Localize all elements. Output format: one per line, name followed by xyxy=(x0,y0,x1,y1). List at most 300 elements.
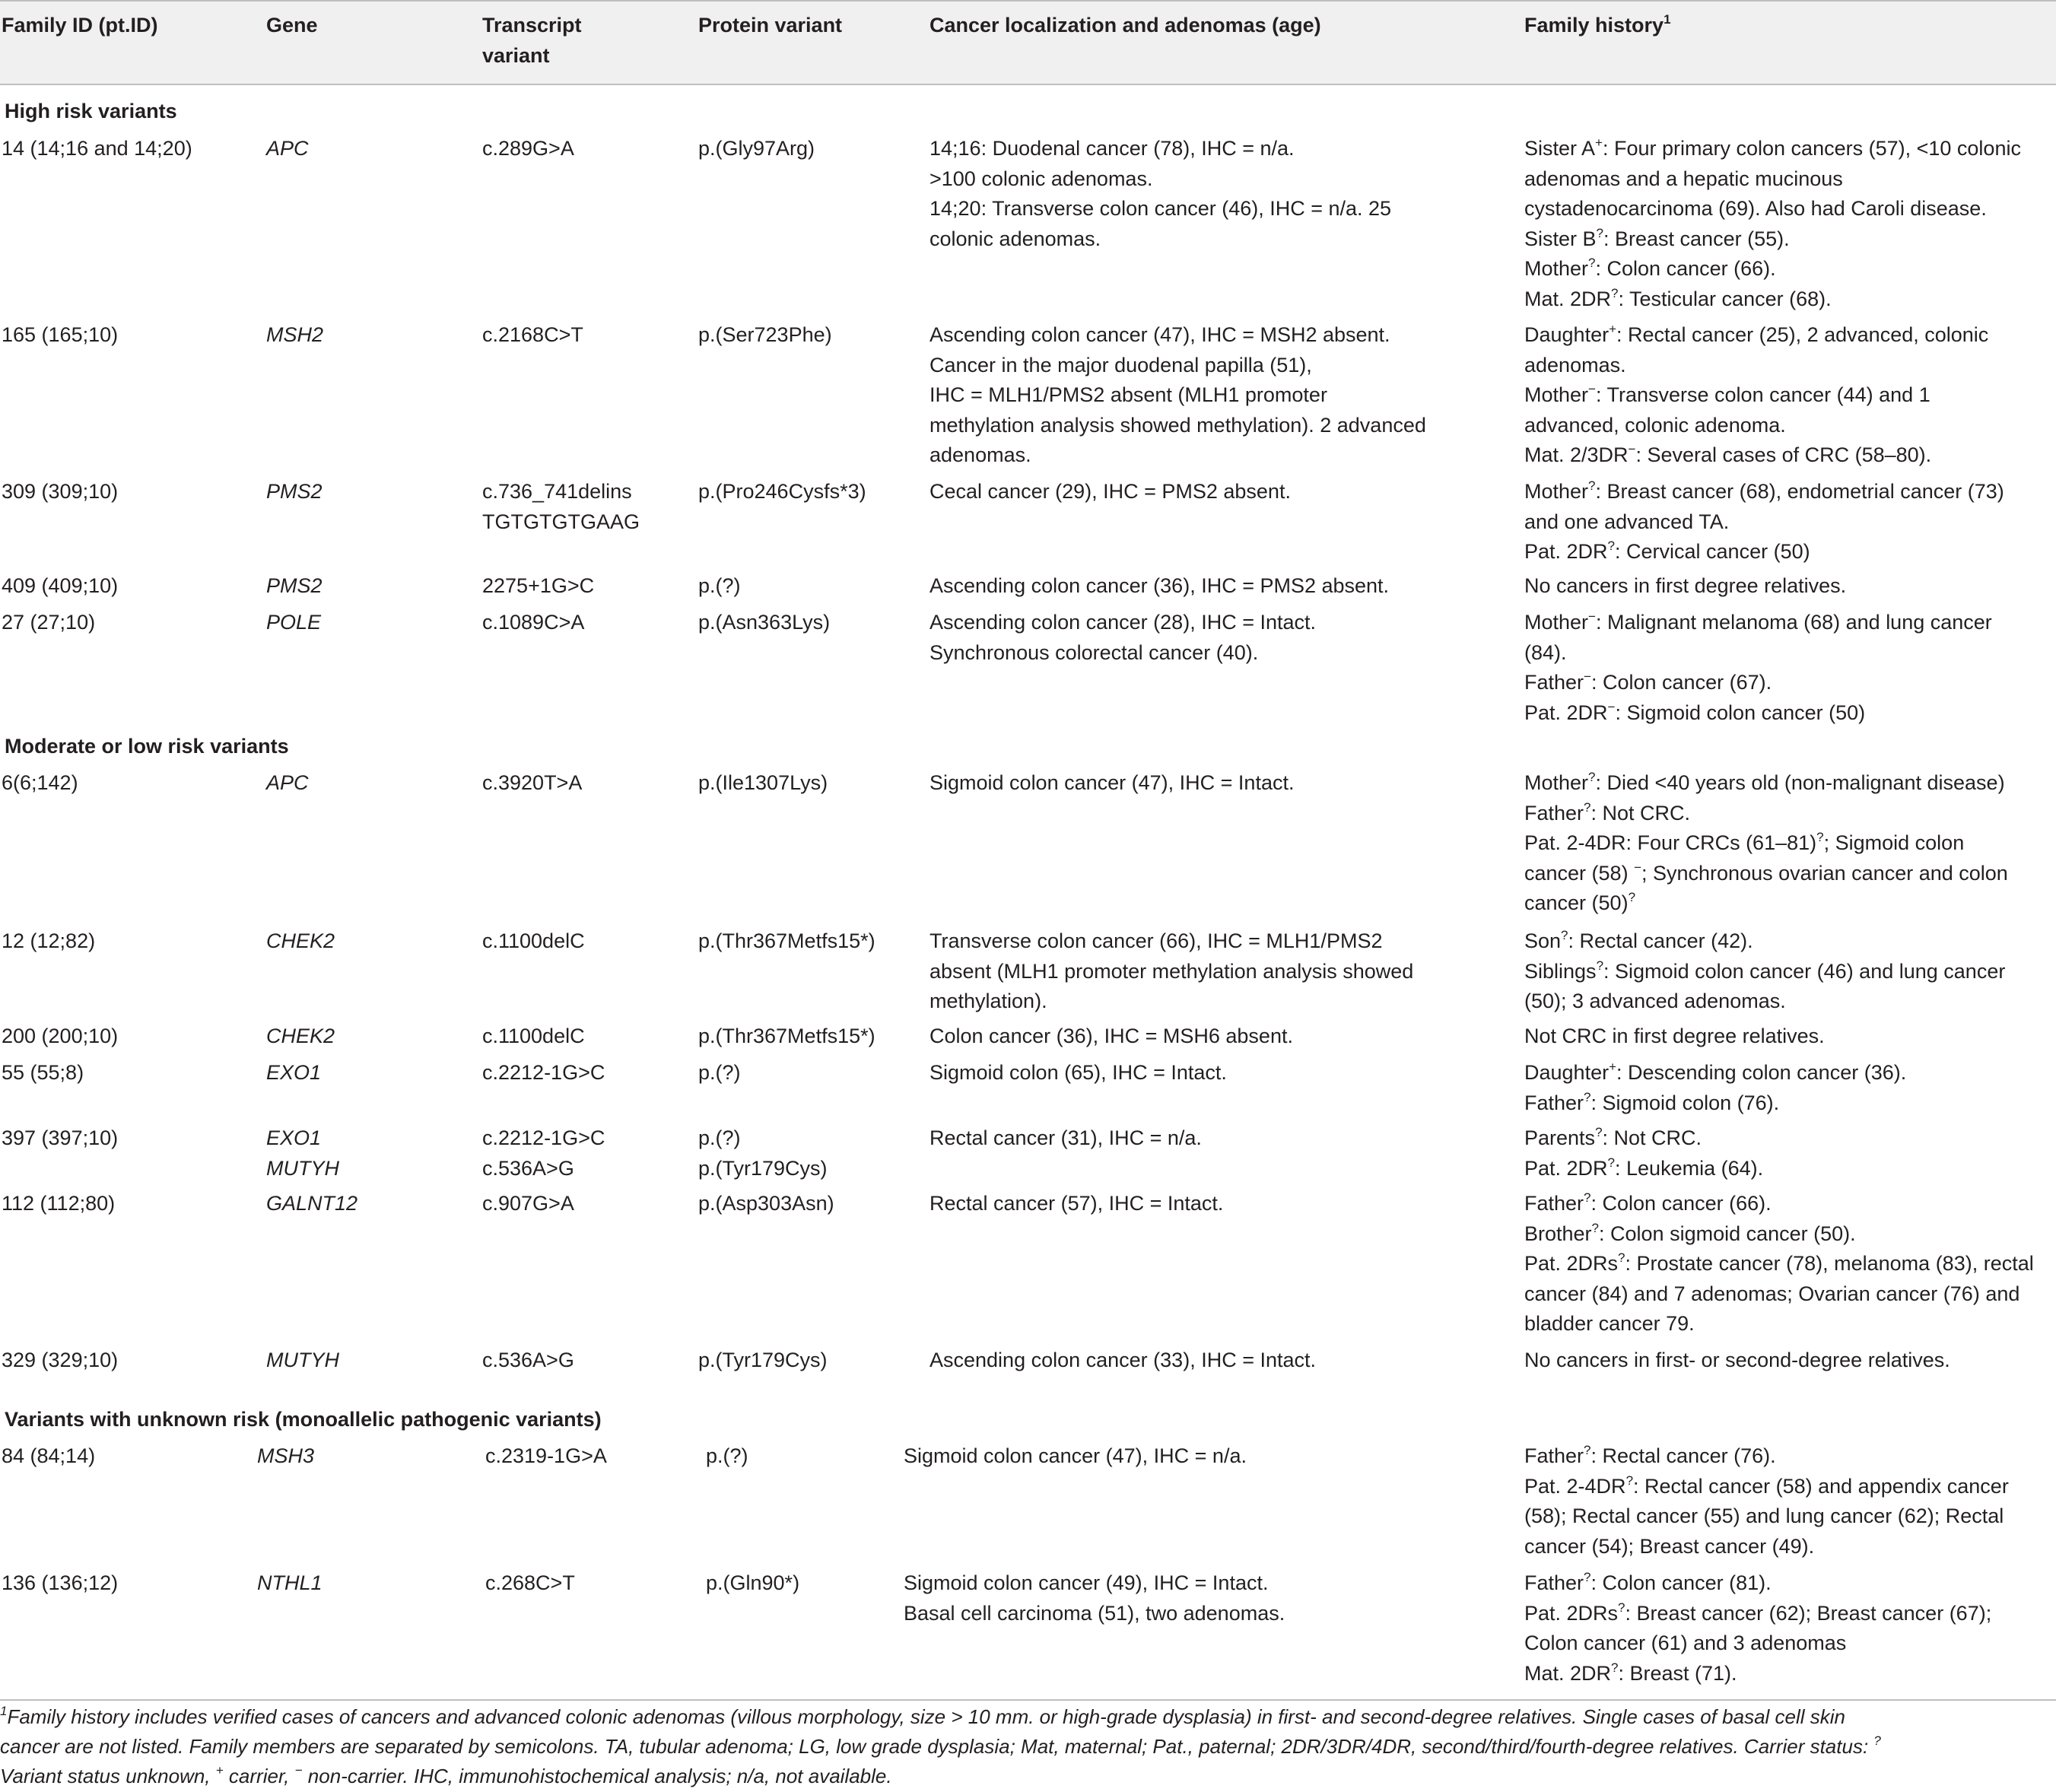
carrier-status-marker: ? xyxy=(1596,225,1603,240)
carrier-status-marker: + xyxy=(1609,1060,1617,1074)
cancer-line: Colon cancer (36), IHC = MSH6 absent. xyxy=(929,1025,1293,1047)
family-history-line xyxy=(1524,638,1992,669)
family-history-line xyxy=(1524,134,2021,164)
cancer-line: Rectal cancer (31), IHC = n/a. xyxy=(929,1126,1202,1149)
transcript-cell xyxy=(482,571,594,602)
cancer-line: Ascending colon cancer (36), IHC = PMS2 absent. xyxy=(929,574,1390,597)
family-id-cell: 200 (200;10) xyxy=(2,1025,119,1047)
family-history-line xyxy=(1524,440,1988,471)
family-history-line xyxy=(1524,224,2021,255)
cancer-cell xyxy=(929,134,1391,254)
gene-line: MUTYH xyxy=(266,1349,339,1371)
family-history-cell xyxy=(1524,608,1992,728)
carrier-status-marker: − xyxy=(1584,669,1591,684)
carrier-status-marker: + xyxy=(1595,135,1603,150)
carrier-status-marker: ? xyxy=(1588,256,1596,270)
family-id-cell: 136 (136;12) xyxy=(2,1571,119,1594)
gene-line: EXO1 xyxy=(266,1061,322,1084)
family-history-line xyxy=(1524,351,1988,381)
carrier-status-marker: ? xyxy=(1584,1089,1591,1104)
carrier-status-marker: − xyxy=(1588,382,1596,396)
gene-cell xyxy=(266,768,309,799)
cancer-line: Sigmoid colon (65), IHC = Intact. xyxy=(929,1061,1227,1084)
protein-line: p.(?) xyxy=(698,574,741,597)
text-run: Mother xyxy=(1524,771,1589,794)
family-history-line xyxy=(1524,608,1992,638)
protein-cell xyxy=(698,768,828,799)
text-run: : Rectal cancer (25), 2 advanced, colonic xyxy=(1616,323,1989,346)
family-history-line xyxy=(1524,1599,1991,1629)
family-history-cell xyxy=(1524,1123,1763,1184)
protein-line: p.(Thr367Metfs15*) xyxy=(698,1025,875,1047)
text-run: Pat. 2DRs xyxy=(1524,1252,1619,1275)
text-run: : Rectal cancer (76). xyxy=(1590,1444,1776,1467)
cancer-cell xyxy=(904,1441,1247,1472)
transcript-cell xyxy=(482,320,583,351)
gene-line: EXO1 xyxy=(266,1126,322,1149)
text-run: Pat. 2-4DR: Four CRCs (61–81) xyxy=(1524,831,1817,854)
carrier-status-marker: ? xyxy=(1595,1125,1603,1139)
gene-line: PMS2 xyxy=(266,480,323,503)
text-run: Father xyxy=(1524,1192,1584,1215)
text-run: (58); Rectal cancer (55) and lung cancer (62); Rectal xyxy=(1524,1504,2004,1527)
cancer-line: Rectal cancer (57), IHC = Intact. xyxy=(929,1192,1224,1215)
family-id-cell: 84 (84;14) xyxy=(2,1444,96,1467)
protein-cell xyxy=(698,571,741,602)
protein-line: p.(Ile1307Lys) xyxy=(698,771,828,794)
cancer-line: Transverse colon cancer (66), IHC = MLH1/PMS2 xyxy=(929,929,1383,952)
protein-cell xyxy=(698,320,832,351)
transcript-line: c.289G>A xyxy=(482,137,574,160)
transcript-cell xyxy=(482,477,640,537)
protein-line: p.(Pro246Cysfs*3) xyxy=(698,480,866,503)
text-run: and one advanced TA. xyxy=(1524,510,1730,533)
family-history-line xyxy=(1524,1249,2034,1279)
family-history-line xyxy=(1524,1628,1991,1659)
text-run: Daughter xyxy=(1524,323,1610,346)
family-id-cell: 27 (27;10) xyxy=(2,611,96,634)
family-id-cell: 329 (329;10) xyxy=(2,1349,119,1371)
text-run: : Not CRC. xyxy=(1590,801,1691,825)
family-id-cell: 397 (397;10) xyxy=(2,1126,119,1149)
carrier-status-marker: ? xyxy=(1591,1220,1600,1235)
cancer-line: colonic adenomas. xyxy=(929,227,1101,250)
gene-line: GALNT12 xyxy=(266,1192,358,1215)
family-history-cell xyxy=(1524,1189,2034,1339)
protein-line: p.(Asp303Asn) xyxy=(698,1192,834,1215)
cancer-cell xyxy=(929,768,1294,799)
carrier-status-marker: ? xyxy=(1628,890,1636,904)
gene-cell xyxy=(266,477,323,507)
header-gene: Gene xyxy=(266,14,318,37)
family-history-line xyxy=(1524,1568,1991,1599)
text-run: : Rectal cancer (42). xyxy=(1568,929,1753,952)
header-family-history-text: Family history xyxy=(1524,14,1664,37)
carrier-status-marker: ? xyxy=(1618,1600,1625,1615)
transcript-line: c.268C>T xyxy=(485,1571,575,1594)
footnote-line xyxy=(0,1762,2054,1791)
transcript-cell xyxy=(482,1058,605,1088)
carrier-status-marker: ? xyxy=(1588,478,1596,493)
carrier-status-marker: − xyxy=(1588,609,1596,624)
family-id-cell: 12 (12;82) xyxy=(2,929,96,952)
family-history-line xyxy=(1524,668,1992,698)
text-run: Father xyxy=(1524,1571,1584,1594)
family-id-cell: 409 (409;10) xyxy=(2,574,119,597)
text-run: Pat. 2DRs xyxy=(1524,1601,1619,1625)
gene-cell xyxy=(266,320,323,351)
transcript-line: c.1100delC xyxy=(482,1025,585,1047)
transcript-cell xyxy=(485,1441,607,1472)
transcript-cell xyxy=(482,134,574,164)
carrier-status-marker: ? xyxy=(1584,1570,1591,1584)
header-transcript-line: variant xyxy=(482,43,550,67)
carrier-status-marker: ? xyxy=(1611,1660,1619,1675)
family-history-line xyxy=(1524,1659,1991,1689)
family-history-cell xyxy=(1524,571,1846,602)
header-rule xyxy=(0,84,2056,85)
protein-cell xyxy=(698,477,866,507)
header-transcript xyxy=(482,11,582,71)
transcript-cell xyxy=(482,1189,574,1219)
protein-cell xyxy=(698,1022,875,1052)
protein-cell xyxy=(698,1346,828,1376)
text-run: Brother xyxy=(1524,1222,1592,1245)
text-run: (84). xyxy=(1524,640,1567,664)
transcript-cell xyxy=(485,1568,575,1599)
text-run: : Died <40 years old (non-malignant disease) xyxy=(1595,771,2005,794)
cancer-line: >100 colonic adenomas. xyxy=(929,167,1153,190)
family-history-line xyxy=(1524,768,2008,799)
footnote-line xyxy=(0,1702,2054,1732)
cancer-line: methylation). xyxy=(929,990,1047,1012)
gene-line: CHEK2 xyxy=(266,929,335,952)
family-id-cell: 6(6;142) xyxy=(2,771,78,794)
family-history-line xyxy=(1524,1501,2009,1532)
text-run: : Sigmoid colon cancer (50) xyxy=(1615,701,1866,724)
gene-line: APC xyxy=(266,137,309,160)
family-history-line xyxy=(1524,380,1988,411)
gene-cell xyxy=(266,1058,321,1088)
family-history-cell xyxy=(1524,320,1988,471)
carrier-status-marker: − xyxy=(1634,859,1641,875)
bottom-rule xyxy=(0,1699,2056,1701)
family-history-line xyxy=(1524,698,1992,729)
transcript-line: 2275+1G>C xyxy=(482,574,595,597)
text-run: ; Sigmoid colon xyxy=(1823,831,1965,854)
protein-line: p.(Gln90*) xyxy=(706,1571,800,1594)
carrier-status-marker: 1 xyxy=(0,1704,8,1718)
family-history-cell xyxy=(1524,134,2021,314)
section-moderate-risk: Moderate or low risk variants xyxy=(5,735,289,758)
text-run: : Leukemia (64). xyxy=(1615,1156,1764,1180)
gene-line: CHEK2 xyxy=(266,1025,335,1047)
carrier-status-marker: ? xyxy=(1611,285,1619,300)
transcript-line: c.907G>A xyxy=(482,1192,574,1215)
text-run: : Breast cancer (55). xyxy=(1603,227,1790,250)
text-run: No cancers in first- or second-degree relatives. xyxy=(1524,1349,1950,1371)
carrier-status-marker: ? xyxy=(1588,770,1596,784)
table-footnote xyxy=(0,1702,2054,1791)
family-history-cell xyxy=(1524,1022,1825,1052)
carrier-status-marker: − xyxy=(1607,699,1616,714)
text-run: No cancers in first degree relatives. xyxy=(1524,574,1847,597)
text-run: Mat. 2DR xyxy=(1524,287,1612,310)
family-history-line xyxy=(1524,1219,2034,1250)
protein-line: p.(Tyr179Cys) xyxy=(698,1156,828,1180)
family-history-line xyxy=(1524,507,2004,538)
text-run: Mother xyxy=(1524,257,1589,280)
family-history-line xyxy=(1524,1346,1950,1376)
cancer-cell xyxy=(929,1346,1316,1376)
text-run: carrier, xyxy=(223,1765,295,1787)
text-run: Variant status unknown, xyxy=(0,1765,216,1787)
gene-line: MUTYH xyxy=(266,1156,339,1180)
transcript-line: c.2212-1G>C xyxy=(482,1126,605,1149)
transcript-cell xyxy=(482,926,585,957)
text-run: Father xyxy=(1524,1444,1584,1467)
transcript-line: c.2319-1G>A xyxy=(485,1444,607,1467)
family-history-line xyxy=(1524,254,2021,284)
cancer-line: Cecal cancer (29), IHC = PMS2 absent. xyxy=(929,480,1291,503)
carrier-status-marker: − xyxy=(294,1763,303,1778)
carrier-status-marker: ? xyxy=(1816,830,1824,844)
gene-cell xyxy=(266,134,309,164)
carrier-status-marker: − xyxy=(1628,442,1636,456)
cancer-line: methylation analysis showed methylation). 2 advanced xyxy=(929,413,1426,437)
cancer-cell xyxy=(929,1189,1223,1219)
text-run: Mother xyxy=(1524,611,1589,634)
transcript-line: c.1100delC xyxy=(482,929,585,952)
protein-cell xyxy=(698,608,830,638)
top-rule xyxy=(0,0,2056,2)
family-history-line xyxy=(1524,194,2021,224)
family-history-cell xyxy=(1524,1346,1950,1376)
header-cancer: Cancer localization and adenomas (age) xyxy=(929,14,1321,37)
text-run: cancer (50) xyxy=(1524,891,1629,914)
transcript-line: TGTGTGTGAAG xyxy=(482,510,640,533)
cancer-line: Ascending colon cancer (33), IHC = Intact. xyxy=(929,1349,1317,1371)
text-run: Parents xyxy=(1524,1126,1596,1149)
cancer-cell xyxy=(929,1123,1202,1154)
protein-cell xyxy=(698,1058,741,1088)
gene-line: NTHL1 xyxy=(257,1571,323,1594)
family-history-cell xyxy=(1524,1568,1991,1689)
text-run: Mat. 2/3DR xyxy=(1524,443,1629,466)
gene-line: MSH3 xyxy=(257,1444,315,1467)
footnote-marker: 1 xyxy=(1664,12,1671,27)
protein-cell xyxy=(698,1123,828,1184)
text-run: Son xyxy=(1524,929,1562,952)
gene-line: MSH2 xyxy=(266,323,324,346)
cancer-line: Ascending colon cancer (47), IHC = MSH2 absent. xyxy=(929,323,1390,346)
carrier-status-marker: + xyxy=(1609,322,1617,336)
text-run: : Colon cancer (66). xyxy=(1590,1192,1772,1215)
text-run: Father xyxy=(1524,801,1584,825)
family-history-line xyxy=(1524,1123,1763,1154)
family-history-line xyxy=(1524,1022,1825,1052)
family-history-cell xyxy=(1524,1058,1906,1118)
carrier-status-marker: ? xyxy=(1584,799,1591,815)
family-id-cell: 14 (14;16 and 14;20) xyxy=(2,137,192,160)
carrier-status-marker: ? xyxy=(1625,1473,1634,1488)
transcript-cell xyxy=(482,608,584,638)
protein-cell xyxy=(706,1568,799,1599)
family-history-line xyxy=(1524,164,2021,195)
text-run: cystadenocarcinoma (69). Also had Caroli disease. xyxy=(1524,197,1987,220)
cancer-cell xyxy=(929,608,1316,668)
gene-cell xyxy=(266,1346,339,1376)
text-run: cancer (84) and 7 adenomas; Ovarian cancer (76) and xyxy=(1524,1282,2020,1305)
section-high-risk: High risk variants xyxy=(5,100,177,122)
carrier-status-marker: ? xyxy=(1561,928,1568,942)
text-run: : Colon cancer (66). xyxy=(1595,257,1776,280)
text-run: : Malignant melanoma (68) and lung cancer xyxy=(1595,611,1992,634)
cancer-cell xyxy=(929,477,1291,507)
protein-line: p.(Thr367Metfs15*) xyxy=(698,929,875,952)
gene-cell xyxy=(266,571,323,602)
gene-cell xyxy=(266,926,335,957)
transcript-cell xyxy=(482,1123,605,1184)
cancer-cell xyxy=(929,320,1426,471)
text-run: : Descending colon cancer (36). xyxy=(1616,1061,1907,1084)
cancer-line: adenomas. xyxy=(929,443,1031,466)
cancer-line: 14;16: Duodenal cancer (78), IHC = n/a. xyxy=(929,137,1295,160)
carrier-status-marker: ? xyxy=(1596,958,1604,973)
text-run: : Colon cancer (67). xyxy=(1590,671,1772,694)
cancer-cell xyxy=(929,571,1389,602)
family-id-cell: 165 (165;10) xyxy=(2,323,119,346)
carrier-status-marker: ? xyxy=(1618,1250,1625,1265)
text-run: : Colon sigmoid cancer (50). xyxy=(1599,1222,1856,1245)
family-id-cell: 309 (309;10) xyxy=(2,480,119,503)
text-run: : Rectal cancer (58) and appendix cancer xyxy=(1633,1474,2009,1498)
family-history-line xyxy=(1524,1472,2009,1502)
cancer-line: Sigmoid colon cancer (47), IHC = n/a. xyxy=(904,1444,1247,1467)
text-run: Not CRC in first degree relatives. xyxy=(1524,1025,1825,1047)
text-run: : Transverse colon cancer (44) and 1 xyxy=(1595,383,1930,406)
text-run: : Breast cancer (62); Breast cancer (67); xyxy=(1625,1601,1992,1625)
header-family-history xyxy=(1524,11,1671,41)
text-run: : Colon cancer (81). xyxy=(1590,1571,1772,1594)
text-run: Siblings xyxy=(1524,959,1597,983)
cancer-line: Basal cell carcinoma (51), two adenomas. xyxy=(904,1601,1285,1625)
transcript-cell xyxy=(482,1346,574,1376)
family-history-line xyxy=(1524,888,2008,919)
family-history-line xyxy=(1524,537,2004,567)
protein-line: p.(Asn363Lys) xyxy=(698,611,831,634)
gene-line: POLE xyxy=(266,611,322,634)
gene-cell xyxy=(266,1022,335,1052)
text-run: adenomas and a hepatic mucinous xyxy=(1524,167,1843,190)
protein-cell xyxy=(698,926,875,957)
text-run: Mat. 2DR xyxy=(1524,1661,1612,1685)
carrier-status-marker: ? xyxy=(1873,1733,1881,1748)
cancer-cell xyxy=(904,1568,1285,1628)
cancer-line: IHC = MLH1/PMS2 absent (MLH1 promoter xyxy=(929,383,1327,406)
text-run: : Testicular cancer (68). xyxy=(1618,287,1832,310)
transcript-line: c.2168C>T xyxy=(482,323,583,346)
protein-line: p.(?) xyxy=(706,1444,748,1467)
text-run: Mother xyxy=(1524,480,1589,503)
carrier-status-marker: ? xyxy=(1584,1190,1591,1205)
text-run: Sister B xyxy=(1524,227,1597,250)
cancer-cell xyxy=(929,926,1413,1017)
family-history-cell xyxy=(1524,768,2008,919)
protein-cell xyxy=(706,1441,748,1472)
gene-cell xyxy=(257,1568,323,1599)
cancer-line: Sigmoid colon cancer (47), IHC = Intact. xyxy=(929,771,1295,794)
family-id-cell: 112 (112;80) xyxy=(2,1192,116,1215)
transcript-cell xyxy=(482,768,582,799)
family-history-line xyxy=(1524,828,2008,859)
carrier-status-marker: ? xyxy=(1584,1443,1591,1457)
family-history-line xyxy=(1524,477,2004,507)
transcript-line: c.1089C>A xyxy=(482,611,585,634)
cancer-line: absent (MLH1 promoter methylation analysis showed xyxy=(929,959,1414,983)
transcript-line: c.3920T>A xyxy=(482,771,583,794)
protein-line: p.(Tyr179Cys) xyxy=(698,1349,828,1371)
protein-line: p.(?) xyxy=(698,1061,741,1084)
text-run: Sister A xyxy=(1524,137,1596,160)
text-run: Pat. 2-4DR xyxy=(1524,1474,1626,1498)
family-history-line xyxy=(1524,1279,2034,1310)
text-run: adenomas. xyxy=(1524,353,1626,377)
family-history-line xyxy=(1524,320,1988,351)
text-run: : Breast cancer (68), endometrial cancer (73) xyxy=(1595,480,2004,503)
family-history-cell xyxy=(1524,926,2005,1017)
protein-line: p.(Ser723Phe) xyxy=(698,323,832,346)
cancer-line: Cancer in the major duodenal papilla (51), xyxy=(929,353,1312,377)
protein-cell xyxy=(698,1189,834,1219)
transcript-line: c.536A>G xyxy=(482,1349,574,1371)
family-history-line xyxy=(1524,1532,2009,1562)
transcript-cell xyxy=(482,1022,585,1052)
family-history-line xyxy=(1524,1309,2034,1339)
family-id-cell: 55 (55;8) xyxy=(2,1061,84,1084)
gene-cell xyxy=(266,608,321,638)
family-history-cell xyxy=(1524,477,2004,567)
text-run: Father xyxy=(1524,671,1584,694)
text-run: Colon cancer (61) and 3 adenomas xyxy=(1524,1632,1847,1654)
family-history-line xyxy=(1524,1154,1763,1184)
text-run: Pat. 2DR xyxy=(1524,540,1608,563)
text-run: advanced, colonic adenoma. xyxy=(1524,413,1786,437)
text-run: : Sigmoid colon cancer (46) and lung cancer xyxy=(1603,959,2006,983)
text-run: cancer (54); Breast cancer (49). xyxy=(1524,1534,1815,1558)
footnote-line xyxy=(0,1732,2054,1762)
text-run: Pat. 2DR xyxy=(1524,701,1608,724)
section-unknown-risk: Variants with unknown risk (monoallelic pathogenic variants) xyxy=(5,1408,602,1431)
gene-cell xyxy=(266,1189,357,1219)
family-history-cell xyxy=(1524,1441,2009,1562)
cancer-line: Ascending colon cancer (28), IHC = Intact. xyxy=(929,611,1317,634)
cancer-line: Sigmoid colon cancer (49), IHC = Intact. xyxy=(904,1571,1269,1594)
text-run: cancer are not listed. Family members are separated by semicolons. TA, tubular adenoma; LG, low grade dysplasia; Mat, maternal; Pat., paternal; 2DR/3DR/4DR, second/third/fourth-degree relatives. Carrier status: xyxy=(0,1735,1874,1758)
family-history-line xyxy=(1524,859,2008,889)
cancer-line: Synchronous colorectal cancer (40). xyxy=(929,640,1259,664)
cancer-cell xyxy=(929,1022,1293,1052)
text-run: Daughter xyxy=(1524,1061,1610,1084)
gene-line: APC xyxy=(266,771,309,794)
protein-line: p.(?) xyxy=(698,1126,741,1149)
family-history-line xyxy=(1524,799,2008,829)
text-run: bladder cancer 79. xyxy=(1524,1312,1695,1335)
family-history-line xyxy=(1524,1189,2034,1219)
cancer-line: 14;20: Transverse colon cancer (46), IHC = n/a. 25 xyxy=(929,197,1392,220)
text-run: Mother xyxy=(1524,383,1589,406)
protein-cell xyxy=(698,134,815,164)
